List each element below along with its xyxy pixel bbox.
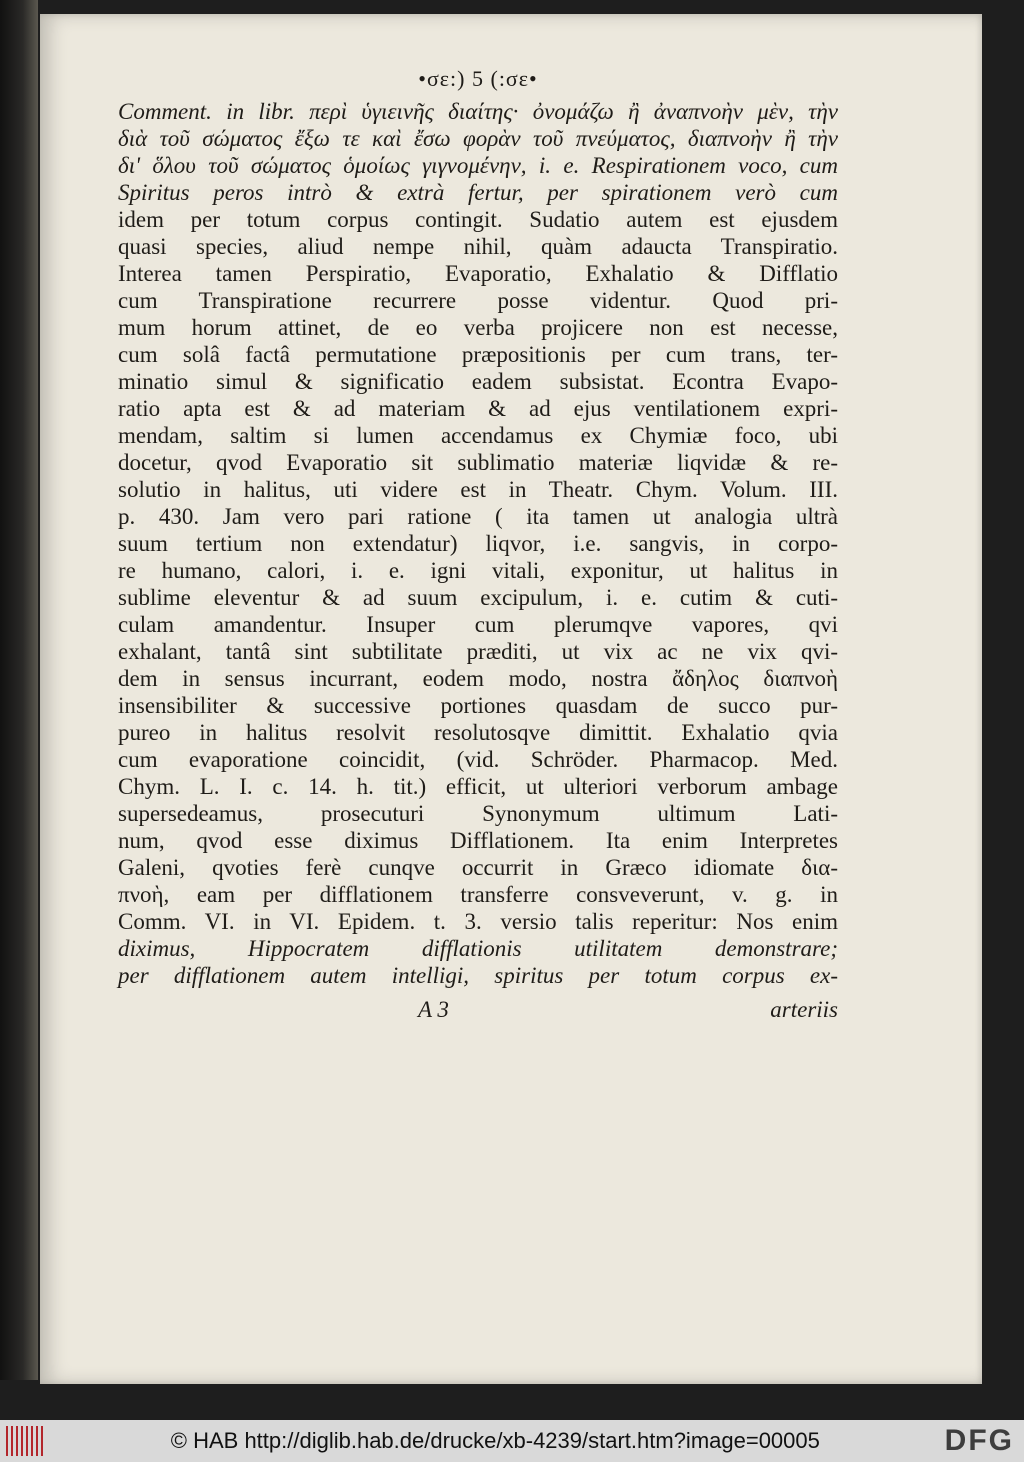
hab-logo-icon	[6, 1426, 46, 1456]
text-line: p. 430. Jam vero pari ratione ( ita tamen ut analogia ultrà	[118, 504, 838, 529]
text-line: docetur, qvod Evaporatio sit sublimatio materiæ liqvidæ & re-	[118, 450, 838, 475]
text-line: exhalant, tantâ sint subtilitate præditi, ut vix ac ne vix qvi-	[118, 639, 838, 664]
text-line: insensibiliter & successive portiones quasdam de succo pur-	[118, 693, 838, 718]
text-line: dem in sensus incurrant, eodem modo, nostra ἄδηλος διαπνοὴ	[118, 666, 838, 691]
text-line: per difflationem autem intelligi, spiritus per totum corpus ex-	[118, 963, 838, 988]
text-line: idem per totum corpus contingit. Sudatio autem est ejusdem	[118, 207, 838, 232]
text-line: minatio simul & significatio eadem subsistat. Econtra Evapo-	[118, 369, 838, 394]
text-line: quasi species, aliud nempe nihil, quàm adaucta Transpiratio.	[118, 234, 838, 259]
page-footer	[118, 997, 838, 1023]
text-line: cum evaporatione coincidit, (vid. Schröder. Pharmacop. Med.	[118, 747, 838, 772]
text-line: Comm. VI. in VI. Epidem. t. 3. versio talis reperitur: Nos enim	[118, 909, 838, 934]
text-line: culam amandentur. Insuper cum plerumqve vapores, qvi	[118, 612, 838, 637]
text-line: sublime eleventur & ad suum excipulum, i. e. cutim & cuti-	[118, 585, 838, 610]
text-line: cum solâ factâ permutatione præpositionis per cum trans, ter-	[118, 342, 838, 367]
text-line: mum horum attinet, de eo verba projicere non est necesse,	[118, 315, 838, 340]
signature-mark: A 3	[418, 997, 449, 1022]
copyright-url[interactable]: © HAB http://diglib.hab.de/drucke/xb-4239/start.htm?image=00005	[170, 1428, 820, 1453]
text-line: διὰ τοῦ σώματος ἔξω τε καὶ ἔσω φορὰν τοῦ πνεύματος, διαπνοὴν ἢ τὴν	[118, 126, 838, 151]
catchword: arteriis	[770, 997, 838, 1022]
text-line: δι' ὅλου τοῦ σώματος ὁμοίως γιγνομένην, i. e. Respirationem voco, cum	[118, 153, 838, 178]
viewer-footer-bar	[0, 1420, 1024, 1462]
text-line: Comment. in libr. περὶ ὑγιεινῆς διαίτης· ὀνομάζω ἢ ἀναπνοὴν μὲν, τὴν	[118, 99, 838, 124]
text-line: Interea tamen Perspiratio, Evaporatio, Exhalatio & Difflatio	[118, 261, 838, 286]
page-header: •σε:) 5 (:σε•	[418, 66, 538, 91]
text-line: suum tertium non extendatur) liqvor, i.e. sangvis, in corpo-	[118, 531, 838, 556]
text-line: re humano, calori, i. e. igni vitali, exponitur, ut halitus in	[118, 558, 838, 583]
text-line: diximus, Hippocratem difflationis utilitatem demonstrare;	[118, 936, 838, 961]
book-page	[40, 14, 982, 1384]
text-line: solutio in halitus, uti videre est in Theatr. Chym. Volum. III.	[118, 477, 838, 502]
text-line: Galeni, qvoties ferè cunqve occurrit in Græco idiomate δια-	[118, 855, 838, 880]
text-line: Chym. L. I. c. 14. h. tit.) efficit, ut ulteriori verborum ambage	[118, 774, 838, 799]
text-line: ratio apta est & ad materiam & ad ejus ventilationem expri-	[118, 396, 838, 421]
book-spine	[0, 0, 38, 1380]
page-text	[118, 66, 838, 1023]
dfg-logo: DFG	[944, 1424, 1014, 1457]
text-line: mendam, saltim si lumen accendamus ex Chymiæ foco, ubi	[118, 423, 838, 448]
text-line: cum Transpiratione recurrere posse videntur. Quod pri-	[118, 288, 838, 313]
text-line: num, qvod esse diximus Difflationem. Ita enim Interpretes	[118, 828, 838, 853]
text-line: πνοὴ, eam per difflationem transferre consveverunt, v. g. in	[118, 882, 838, 907]
text-body	[118, 98, 838, 989]
text-line: supersedeamus, prosecuturi Synonymum ultimum Lati-	[118, 801, 838, 826]
text-line: Spiritus peros intrò & extrà fertur, per spirationem verò cum	[118, 180, 838, 205]
text-line: pureo in halitus resolvit resolutosqve dimittit. Exhalatio qvia	[118, 720, 838, 745]
